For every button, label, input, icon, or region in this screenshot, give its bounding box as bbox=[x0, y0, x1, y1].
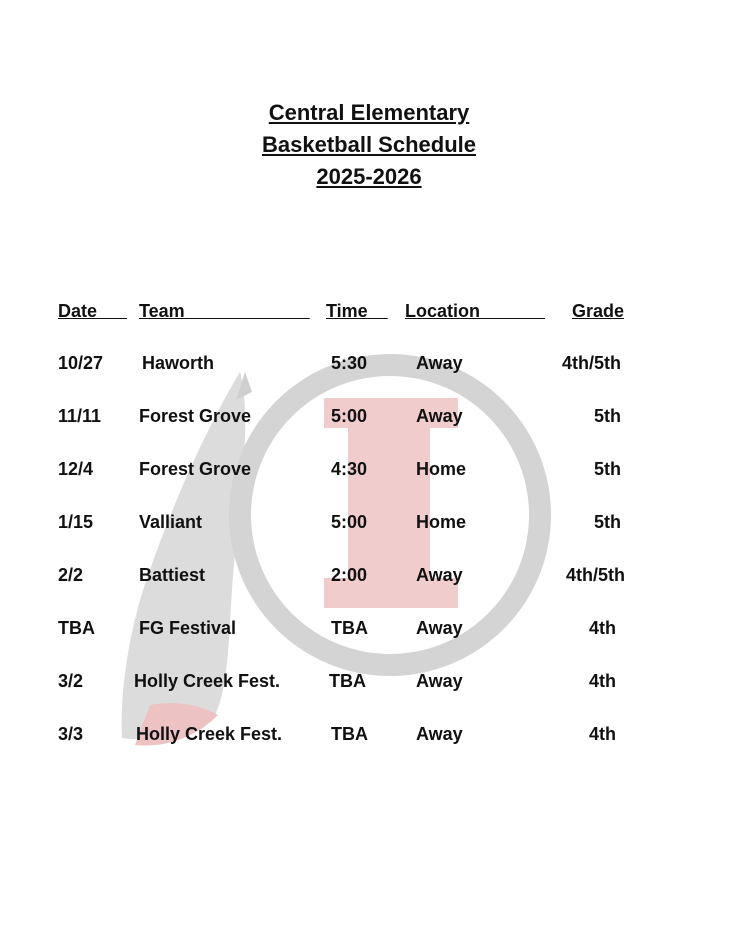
cell-date: 12/4 bbox=[58, 459, 94, 479]
column-header-location: Location bbox=[405, 301, 480, 321]
cell-date: TBA bbox=[58, 618, 95, 638]
cell-grade: 4th/5th bbox=[561, 353, 621, 373]
column-header-team: Team bbox=[139, 301, 185, 321]
season-label: 2025-2026 bbox=[316, 164, 422, 189]
cell-location: Away bbox=[416, 565, 463, 585]
cell-grade: 5th bbox=[594, 459, 621, 479]
cell-grade: 4th bbox=[589, 724, 616, 744]
cell-location: Home bbox=[416, 512, 467, 532]
cell-date: 2/2 bbox=[58, 565, 84, 585]
cell-time: TBA bbox=[329, 671, 366, 691]
cell-date: 3/3 bbox=[58, 724, 84, 744]
cell-team: Valliant bbox=[139, 512, 203, 532]
cell-date: 3/2 bbox=[58, 671, 84, 691]
cell-time: 2:00 bbox=[331, 565, 368, 585]
cell-team: Battiest bbox=[139, 565, 206, 585]
cell-time: TBA bbox=[331, 724, 368, 744]
column-header-date: Date bbox=[58, 301, 98, 321]
page-title-schedule: Basketball Schedule bbox=[262, 132, 476, 157]
page-title-school: Central Elementary bbox=[268, 100, 470, 125]
cell-location: Away bbox=[416, 671, 463, 691]
cell-grade: 5th bbox=[594, 406, 621, 426]
cell-location: Away bbox=[416, 618, 463, 638]
column-header-grade: Grade bbox=[572, 301, 625, 321]
cell-time: TBA bbox=[331, 618, 368, 638]
cell-time: 5:30 bbox=[331, 353, 368, 373]
cell-team: Forest Grove bbox=[139, 406, 252, 426]
cell-team: Haworth bbox=[142, 353, 214, 373]
cell-team: Holly Creek Fest. bbox=[136, 724, 283, 744]
cell-grade: 4th bbox=[589, 618, 616, 638]
cell-location: Away bbox=[416, 406, 463, 426]
cell-date: 10/27 bbox=[58, 353, 104, 373]
cell-location: Away bbox=[416, 724, 463, 744]
cell-grade: 4th bbox=[589, 671, 616, 691]
cell-date: 1/15 bbox=[58, 512, 94, 532]
cell-location: Away bbox=[416, 353, 463, 373]
cell-time: 5:00 bbox=[331, 512, 368, 532]
column-header-time: Time bbox=[326, 301, 368, 321]
cell-date: 11/11 bbox=[58, 406, 102, 426]
cell-team: Holly Creek Fest. bbox=[134, 671, 281, 691]
cell-location: Home bbox=[416, 459, 467, 479]
cell-grade: 5th bbox=[594, 512, 621, 532]
cell-team: Forest Grove bbox=[139, 459, 252, 479]
cell-time: 4:30 bbox=[331, 459, 368, 479]
cell-time: 5:00 bbox=[331, 406, 368, 426]
cell-team: FG Festival bbox=[139, 618, 237, 638]
cell-grade: 4th/5th bbox=[565, 565, 625, 585]
